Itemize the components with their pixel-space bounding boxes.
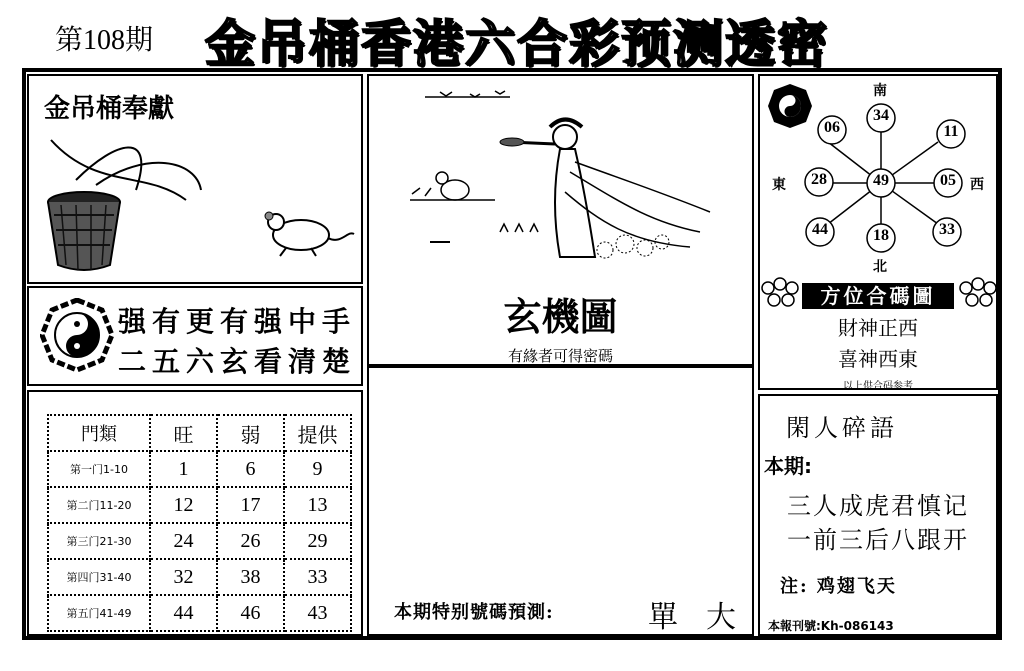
mystery-picture-subtitle: 有緣者可得密碼 — [507, 347, 613, 365]
wang-cell: 32 — [150, 559, 217, 595]
wang-cell: 12 — [150, 487, 217, 523]
table-header-row — [48, 415, 351, 451]
bagua-icon — [40, 298, 114, 372]
xianren-note: 注: 鸡翅飞天 — [780, 576, 897, 597]
wang-cell: 24 — [150, 523, 217, 559]
special-number-panel — [367, 366, 754, 636]
special-value-big: 大 — [706, 600, 736, 635]
compass-ne-number: 11 — [943, 123, 959, 140]
compass-n-number: 34 — [873, 107, 889, 124]
tigong-cell: 29 — [284, 523, 351, 559]
caishen-direction: 財神正西 — [838, 316, 918, 340]
table-row — [48, 559, 351, 595]
issue-number: 第108期 — [55, 25, 154, 56]
fairy-illustration — [400, 82, 730, 272]
registration-number: 本報刊號:Kh-086143 — [768, 619, 894, 633]
compass-w-number: 28 — [811, 171, 827, 188]
gate-cell: 第二门11-20 — [48, 487, 150, 523]
fangwei-note: 以上供合码参考 — [843, 381, 913, 392]
direction-east: 東 — [772, 177, 786, 193]
fangwei-title: 方位合碼圖 — [802, 283, 954, 309]
compass-se-number: 33 — [939, 221, 955, 238]
ruo-cell: 46 — [217, 595, 284, 631]
ruo-cell: 17 — [217, 487, 284, 523]
ruo-cell: 6 — [217, 451, 284, 487]
compass-center-number: 49 — [873, 172, 889, 189]
ruo-cell: 38 — [217, 559, 284, 595]
header-tigong: 提供 — [284, 415, 351, 451]
gate-cell: 第五门41-49 — [48, 595, 150, 631]
mystery-picture-title: 玄機圖 — [503, 294, 618, 339]
bucket-and-mouse-illustration — [36, 130, 356, 280]
table-row — [48, 487, 351, 523]
xianren-line-2: 一前三后八跟开 — [787, 526, 969, 554]
gate-table — [47, 414, 352, 632]
poem-line-1: 强有更有强中手 — [118, 305, 357, 338]
main-title: 金吊桶香港六合彩预测透密 — [205, 15, 829, 73]
compass-e-number: 05 — [940, 172, 956, 189]
brand-label: 金吊桶奉獻 — [44, 94, 175, 124]
special-number-label: 本期特别號碼預測: — [394, 602, 554, 623]
compass-sw-number: 44 — [812, 221, 828, 238]
poem-line-2: 二五六玄看清楚 — [118, 345, 357, 378]
wang-cell: 44 — [150, 595, 217, 631]
xianren-line-1: 三人成虎君慎记 — [787, 492, 969, 520]
tigong-cell: 43 — [284, 595, 351, 631]
special-value-odd: 單 — [648, 600, 678, 635]
table-row — [48, 595, 351, 631]
table-row — [48, 523, 351, 559]
tigong-cell: 33 — [284, 559, 351, 595]
compass-nw-number: 06 — [824, 119, 840, 136]
compass-s-number: 18 — [873, 227, 889, 244]
tigong-cell: 9 — [284, 451, 351, 487]
gate-cell: 第一门1-10 — [48, 451, 150, 487]
gate-cell: 第四门31-40 — [48, 559, 150, 595]
table-row — [48, 451, 351, 487]
direction-west: 西 — [970, 177, 984, 193]
direction-north: 北 — [873, 259, 887, 275]
header-gate: 門類 — [48, 415, 150, 451]
xishen-direction: 喜神西東 — [838, 347, 918, 371]
tigong-cell: 13 — [284, 487, 351, 523]
benqi-label: 本期: — [764, 454, 812, 478]
xianren-title: 閑人碎語 — [786, 414, 898, 442]
direction-south: 南 — [873, 83, 887, 99]
gate-cell: 第三门21-30 — [48, 523, 150, 559]
wang-cell: 1 — [150, 451, 217, 487]
header-ruo: 弱 — [217, 415, 284, 451]
header-wang: 旺 — [150, 415, 217, 451]
ruo-cell: 26 — [217, 523, 284, 559]
